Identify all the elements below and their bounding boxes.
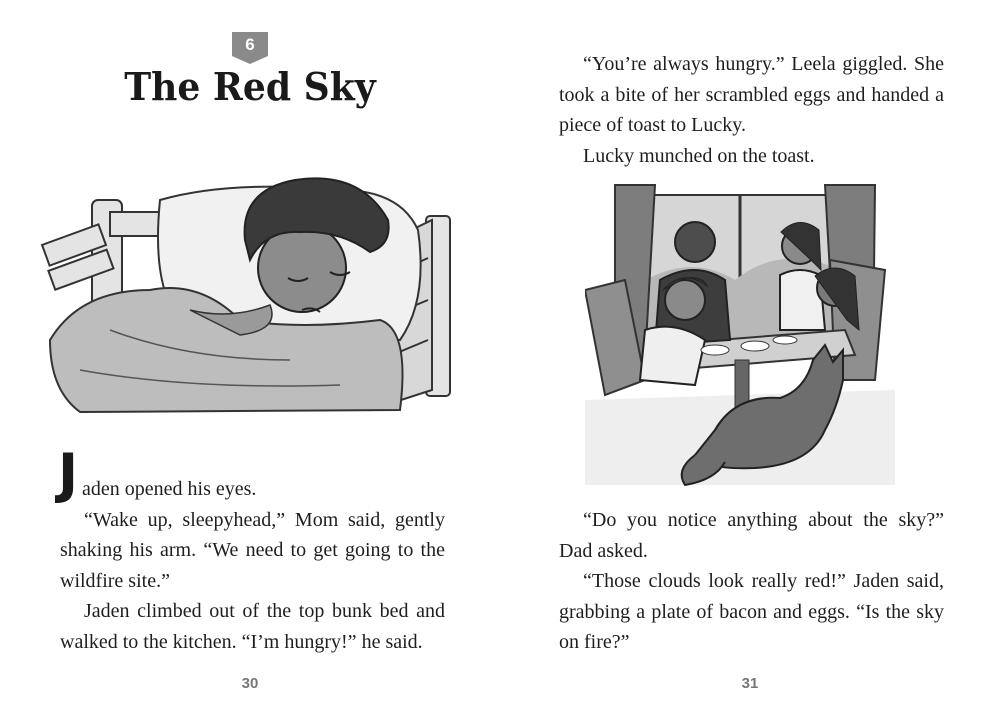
paragraph: Lucky munched on the toast.	[583, 144, 815, 167]
sleeping-boy-illustration	[40, 160, 460, 420]
drop-cap: J	[58, 442, 79, 505]
paragraph: “Do you notice anything about the sky?” Dad asked.	[559, 509, 944, 562]
chapter-badge	[232, 32, 268, 64]
family-breakfast-illustration	[585, 180, 895, 495]
paragraph: Jaden climbed out of the top bunk bed and walked to the kitchen. “I’m hungry!” he said.	[60, 600, 445, 653]
first-line-text: aden opened his eyes.	[82, 478, 257, 500]
left-page-text	[58, 442, 445, 657]
chapter-title: The Red Sky	[124, 64, 376, 109]
paragraph: “Wake up, sleepyhead,” Mom said, gently shaking his arm. “We need to get going to the wildfire site.”	[60, 508, 445, 592]
right-page-text-top	[559, 49, 944, 171]
paragraph: “You’re always hungry.” Leela giggled. She took a bite of her scrambled eggs and handed a piece of toast to Lucky.	[559, 53, 944, 136]
page-number: 30	[241, 675, 259, 692]
first-line	[58, 442, 445, 505]
right-page-text-bottom	[559, 505, 944, 658]
chapter-number: 6	[245, 35, 255, 54]
page-number: 31	[741, 675, 759, 692]
paragraph: “Those clouds look really red!” Jaden said, grabbing a plate of bacon and eggs. “Is the sky on fire?”	[559, 570, 944, 653]
right-page	[500, 0, 1000, 727]
